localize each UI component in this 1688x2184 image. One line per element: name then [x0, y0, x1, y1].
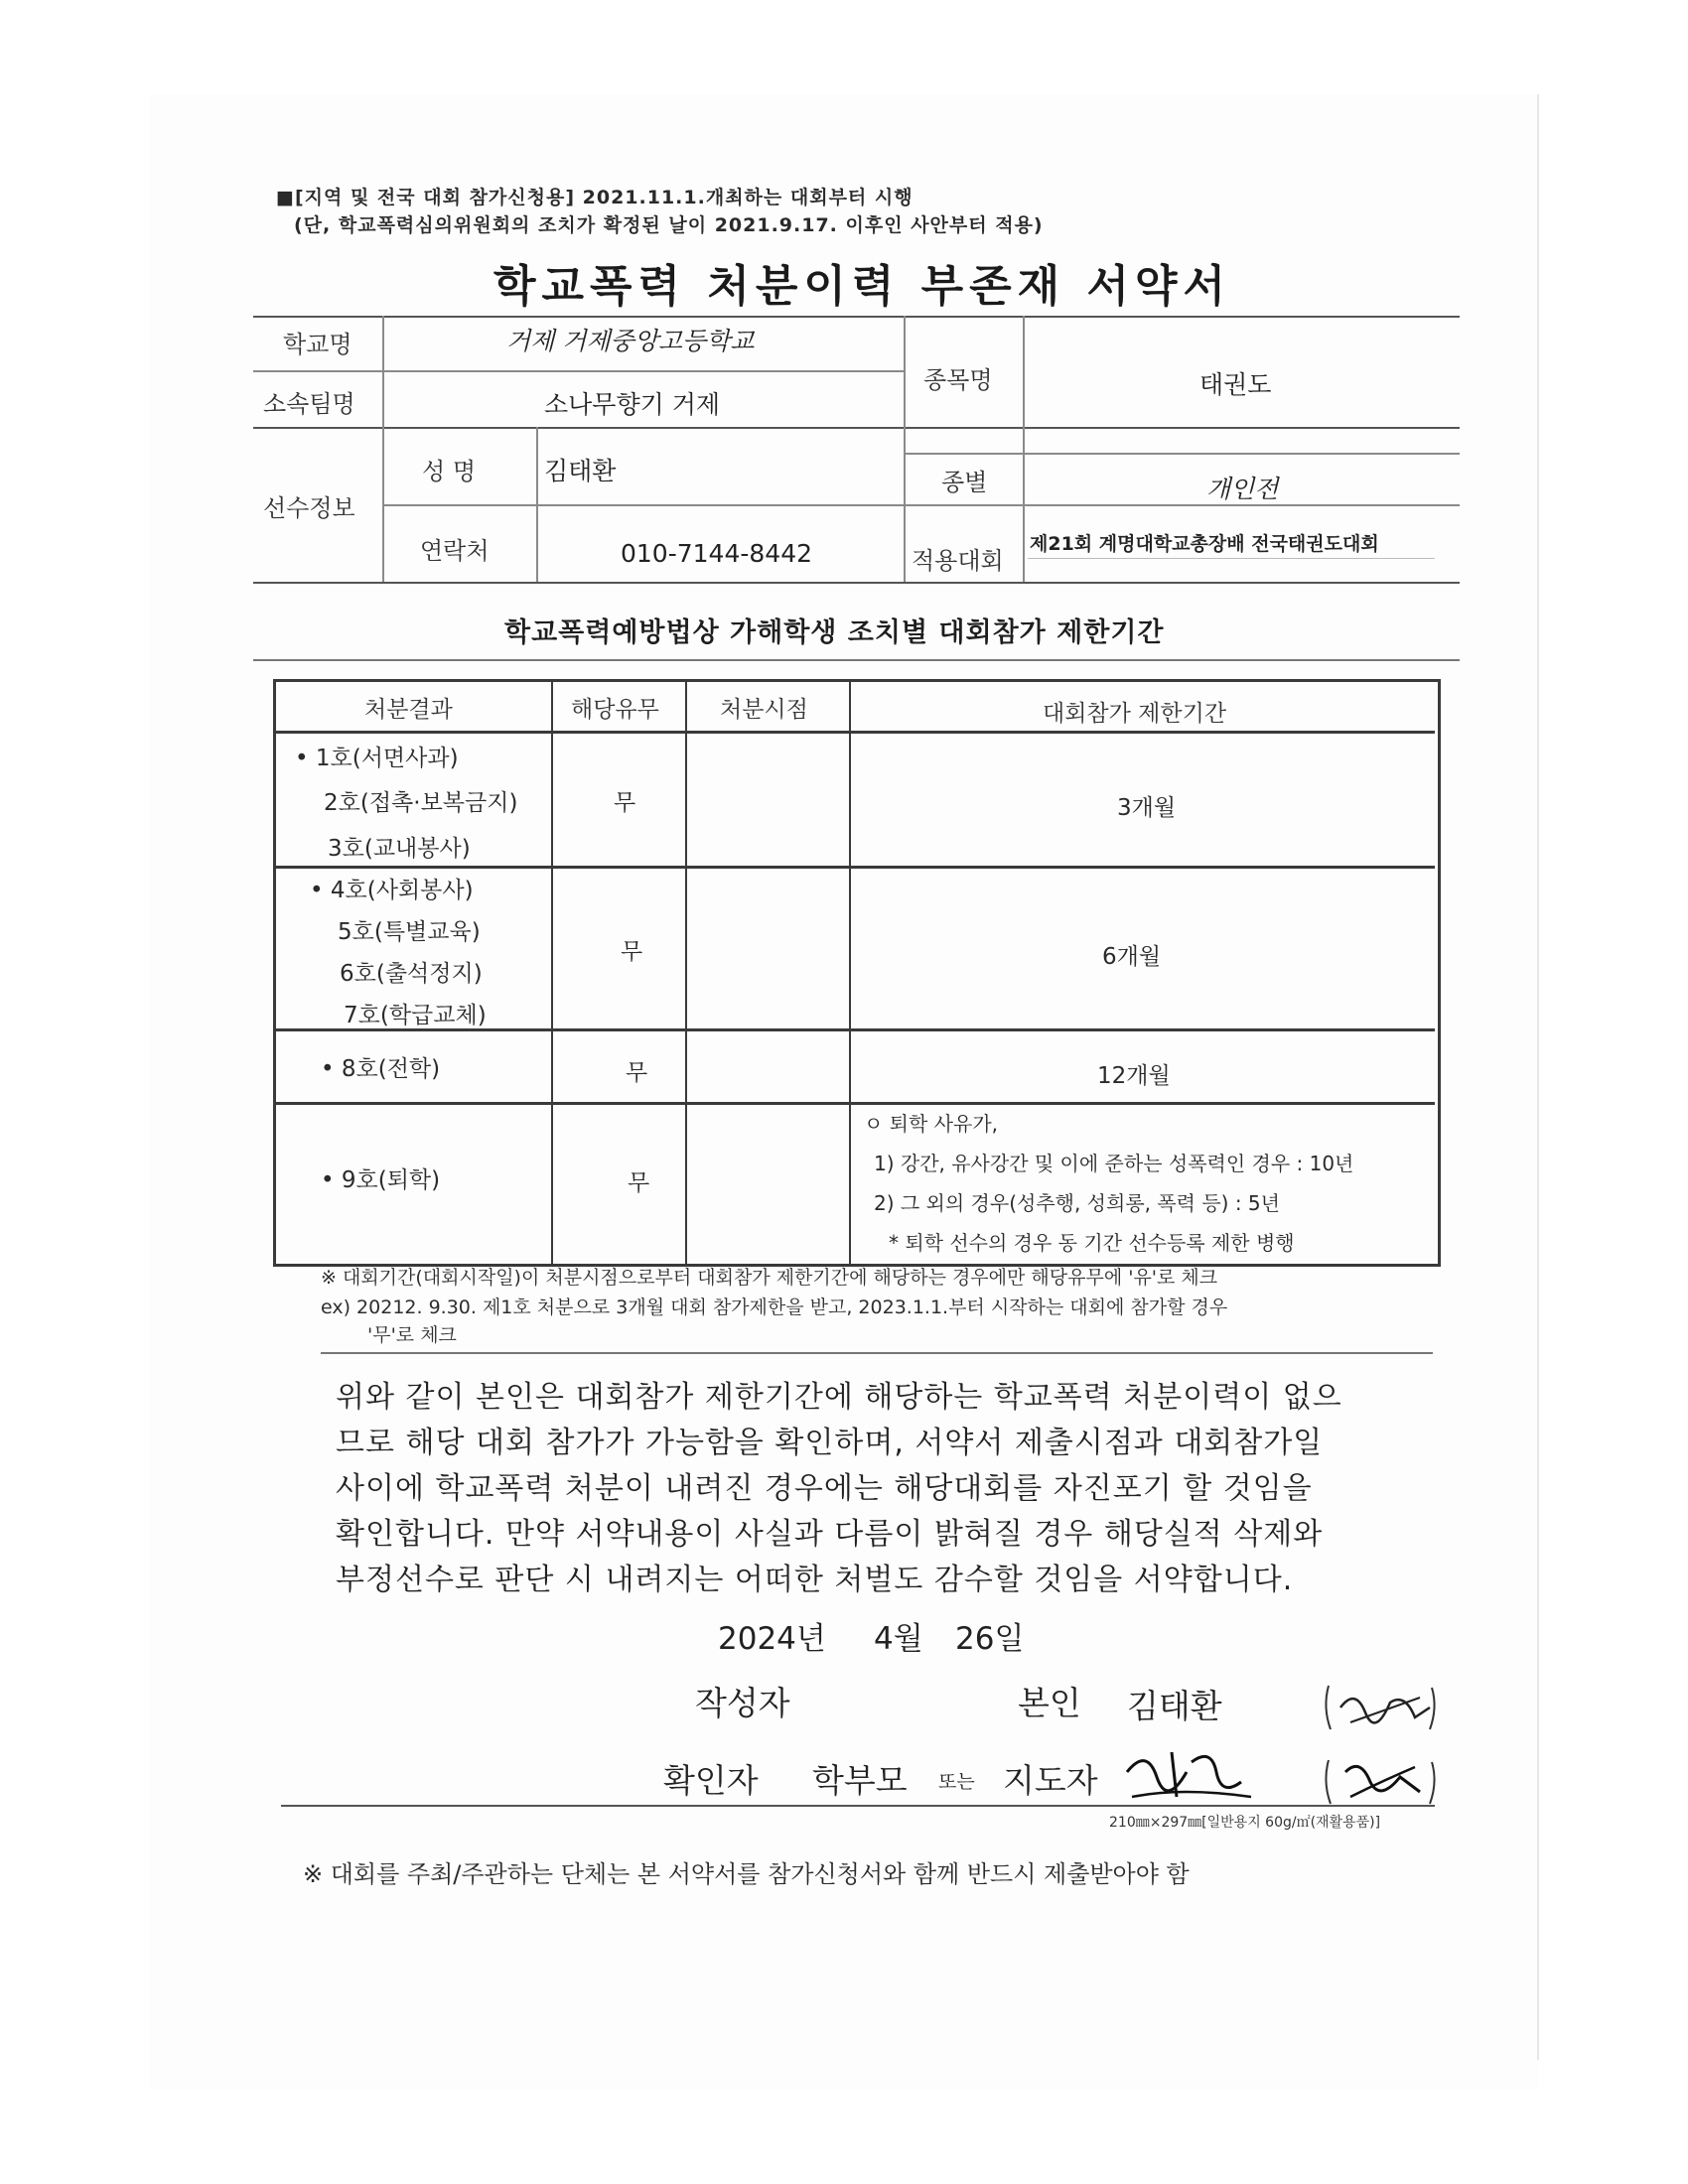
table-row-4-line: • 9호(퇴학)	[321, 1167, 441, 1193]
signature-mark-author	[1321, 1678, 1440, 1737]
info-rule	[253, 370, 904, 372]
paper-edge	[1537, 94, 1539, 2060]
info-divider	[382, 316, 384, 582]
col-header-time: 처분시점	[720, 697, 808, 723]
team-value: 소나무향기 거제	[544, 390, 720, 419]
pledge-line: 므로 해당 대회 참가가 가능함을 확인하며, 서약서 제출시점과 대회참가일	[336, 1426, 1324, 1460]
table-note-1: ※ 대회기간(대회시작일)이 처분시점으로부터 대회참가 제한기간에 해당하는 경우에만 해당유무에 '유'로 체크	[321, 1267, 1218, 1289]
table-row-1-line: 2호(접촉·보복금지)	[324, 790, 518, 816]
category-value: 개인전	[1206, 475, 1279, 503]
info-divider	[904, 316, 906, 582]
author-label: 작성자	[695, 1684, 790, 1722]
info-divider	[1023, 316, 1025, 582]
contact-label: 연락처	[420, 537, 490, 565]
table-row-4-period-line: 1) 강간, 유사강간 및 이에 준하는 성폭력인 경우 : 10년	[874, 1152, 1354, 1175]
table-row-4-period-line: * 퇴학 선수의 경우 동 기간 선수등록 제한 병행	[889, 1231, 1295, 1255]
table-row-4-period-line: 2) 그 외의 경우(성추행, 성희롱, 폭력 등) : 5년	[874, 1191, 1280, 1215]
name-label: 성 명	[422, 458, 476, 485]
player-info-label: 선수정보	[263, 494, 355, 522]
table-col-divider	[551, 679, 553, 1264]
competition-label: 적용대회	[912, 547, 1004, 575]
header-note-line1: ■[지역 및 전국 대회 참가신청용] 2021.11.1.개최하는 대회부터 시행	[276, 187, 914, 208]
table-row-1-period: 3개월	[1117, 795, 1177, 821]
notes-rule	[321, 1352, 1433, 1354]
table-row-3-line: • 8호(전학)	[321, 1056, 441, 1082]
table-col-divider	[685, 679, 687, 1264]
team-label: 소속팀명	[263, 390, 355, 418]
competition-underline	[1028, 558, 1435, 559]
info-divider	[536, 427, 538, 582]
date-year: 2024년	[718, 1621, 826, 1657]
table-row-3-applicable: 무	[626, 1060, 648, 1086]
table-row-1-applicable: 무	[614, 790, 636, 816]
table-header-rule	[276, 731, 1435, 734]
table-subtitle: 학교폭력예방법상 가해학생 조치별 대회참가 제한기간	[504, 617, 1165, 648]
table-note-3: '무'로 체크	[367, 1324, 457, 1346]
table-row-4-period-line: ㅇ 퇴학 사유가,	[864, 1112, 998, 1136]
document-title: 학교폭력 처분이력 부존재 서약서	[493, 261, 1232, 312]
or-label: 또는	[938, 1771, 975, 1793]
table-row-1-line: 3호(교내봉사)	[328, 836, 471, 862]
self-label: 본인	[1018, 1684, 1081, 1722]
signature-mark-coach	[1122, 1742, 1261, 1812]
table-row-2-period: 6개월	[1102, 944, 1162, 970]
header-note-line2: (단, 학교폭력심의위원회의 조치가 확정된 날이 2021.9.17. 이후인 사안부터 적용)	[294, 214, 1044, 236]
table-row-2-line: • 4호(사회봉사)	[310, 878, 474, 903]
table-col-divider	[849, 679, 851, 1264]
info-rule	[253, 427, 1460, 429]
table-row-2-applicable: 무	[621, 939, 643, 965]
event-label: 종목명	[923, 366, 993, 394]
table-row-2-line: 5호(특별교육)	[338, 919, 481, 945]
pledge-line: 위와 같이 본인은 대회참가 제한기간에 해당하는 학교폭력 처분이력이 없으	[336, 1380, 1342, 1415]
pledge-line: 부정선수로 판단 시 내려지는 어떠한 처벌도 감수할 것임을 서약합니다.	[336, 1563, 1294, 1597]
paper-spec: 210㎜×297㎜[일반용지 60g/㎡(재활용품)]	[1109, 1815, 1381, 1831]
category-label: 종별	[941, 469, 988, 496]
info-bottom-rule	[253, 582, 1460, 584]
confirmer-label: 확인자	[663, 1761, 759, 1800]
competition-value: 제21회 계명대학교총장배 전국태권도대회	[1030, 533, 1379, 555]
table-row-3-period: 12개월	[1097, 1063, 1171, 1089]
table-row-rule	[276, 1102, 1435, 1105]
pledge-line: 확인합니다. 만약 서약내용이 사실과 다름이 밝혀질 경우 해당실적 삭제와	[336, 1517, 1324, 1552]
date-day: 26일	[955, 1621, 1025, 1657]
date-month: 4월	[874, 1621, 923, 1657]
col-header-applicable: 해당유무	[571, 697, 659, 723]
table-row-1-line: • 1호(서면사과)	[295, 746, 459, 771]
school-value: 거제 거제중앙고등학교	[506, 327, 755, 355]
signature-mark-coach-seal	[1321, 1752, 1440, 1812]
coach-label: 지도자	[1003, 1761, 1098, 1800]
subtitle-rule	[253, 659, 1460, 661]
col-header-result: 처분결과	[364, 697, 453, 723]
table-note-2: ex) 20212. 9.30. 제1호 처분으로 3개월 대회 참가제한을 받고, 2023.1.1.부터 시작하는 대회에 참가할 경우	[321, 1297, 1228, 1318]
info-rule	[904, 453, 1460, 455]
name-value: 김태환	[544, 457, 617, 485]
event-value: 태권도	[1199, 370, 1272, 399]
contact-value: 010-7144-8442	[621, 539, 813, 568]
col-header-period: 대회참가 제한기간	[1043, 701, 1227, 727]
info-top-rule	[253, 316, 1460, 318]
info-rule	[382, 504, 904, 506]
table-row-2-line: 6호(출석정지)	[340, 961, 483, 987]
signature-rule	[281, 1805, 1435, 1807]
footer-note: ※ 대회를 주최/주관하는 단체는 본 서약서를 참가신청서와 함께 반드시 제출받아야 함	[303, 1860, 1190, 1888]
info-rule	[904, 504, 1460, 506]
self-name: 김태환	[1127, 1687, 1222, 1725]
table-row-4-applicable: 무	[628, 1170, 650, 1196]
parent-label: 학부모	[812, 1761, 908, 1800]
school-label: 학교명	[283, 331, 352, 358]
pledge-line: 사이에 학교폭력 처분이 내려진 경우에는 해당대회를 자진포기 할 것임을	[336, 1471, 1313, 1506]
table-row-rule	[276, 866, 1435, 869]
table-row-2-line: 7호(학급교체)	[344, 1003, 487, 1028]
